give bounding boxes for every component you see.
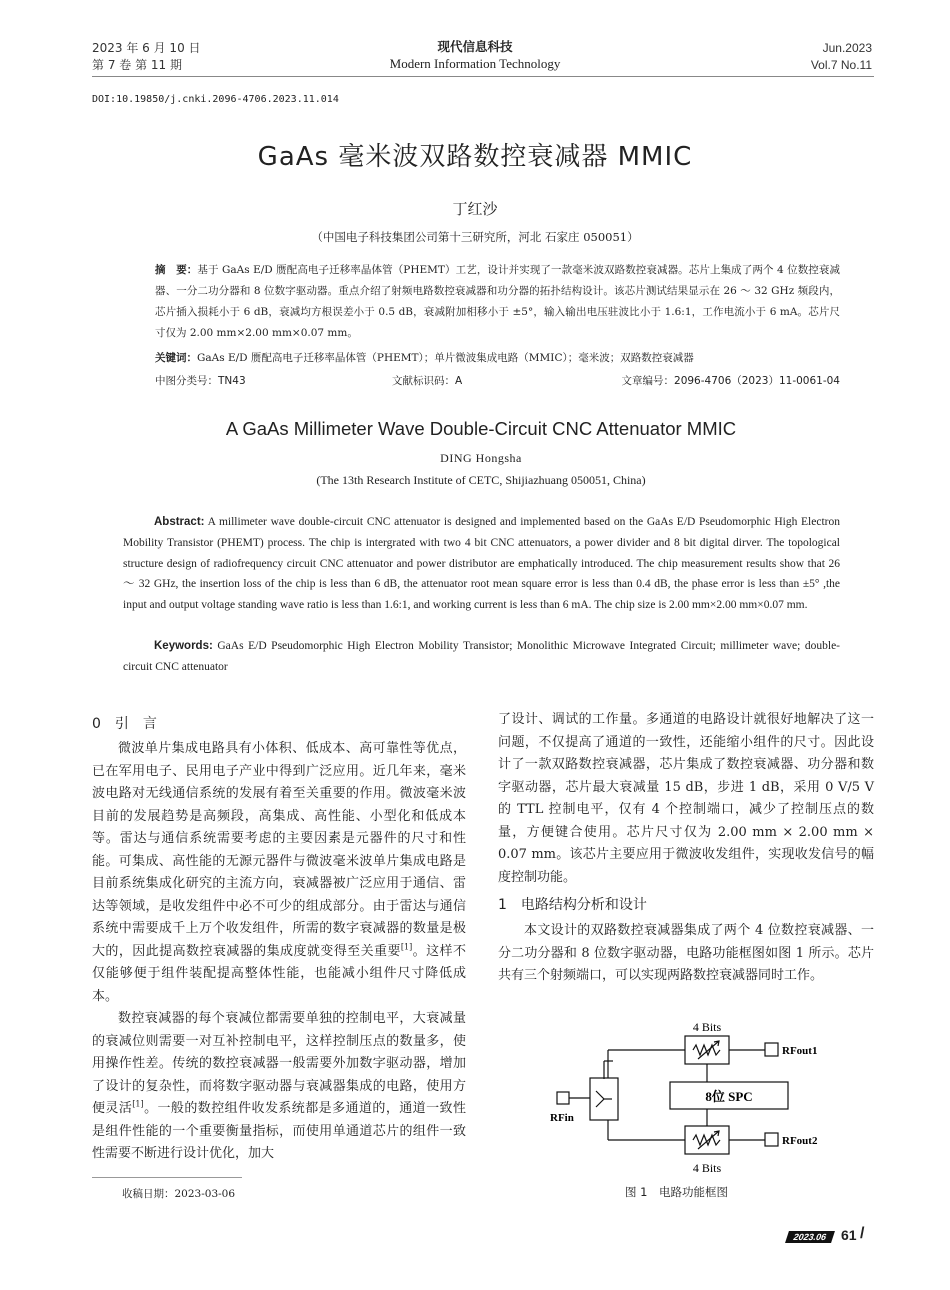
variable-arrow-icon (698, 1131, 719, 1149)
document-code: 文献标识码：A (392, 375, 463, 387)
keywords-en-text: GaAs E/D Pseudomorphic High Electron Mobility Transistor; Monolithic Microwave Integrated Circuit; millimeter wave; double-circuit CNC attenuator (123, 640, 840, 673)
clc-number: 中图分类号：TN43 (155, 375, 246, 387)
rfout1-port-icon (765, 1043, 778, 1056)
abstract-en (123, 512, 840, 616)
footnote-divider (92, 1177, 242, 1178)
issue-volume: 第 7 卷 第 11 期 (92, 58, 182, 72)
section-1-body (498, 920, 874, 988)
abstract-en-text: A millimeter wave double-circuit CNC attenuator is designed and implemented based on the GaAs E/D Pseudomorphic High Electron Mobility Transistor (PHEMT) process. The chip is intergrated with two 4 bit CNC attenuators, a power divider and 8 bit digital dirver. The topological structure design of radiofrequency circuit CNC attenuator and power distributor are emphatically introduced. The chip measurement results show that 26 ～ 32 GHz, the insertion loss of the chip is less than 6 dB, the attenuator root mean square error is less than 0.4 dB, the phase error is less than ±5° ,the input and output voltage standing wave ratio is less than 1.6:1, and working current is less than 6 mA. The chip size is 2.00 mm×2.00 mm×0.07 mm. (123, 516, 840, 612)
keywords-cn-text: GaAs E/D 赝配高电子迁移率晶体管（PHEMT）；单片微波集成电路（MMIC）；毫米波；双路数控衰减器 (197, 352, 694, 364)
abstract-cn-label: 摘 要： (155, 264, 198, 276)
figure-1-block-diagram (540, 1015, 840, 1180)
resistor-icon (693, 1045, 720, 1055)
rfout2-port-icon (765, 1133, 778, 1146)
received-date: 收稿日期：2023-03-06 (122, 1188, 236, 1200)
page-number: 61 (841, 1227, 857, 1243)
section-0-continuation: 了设计、调试的工作量。多通道的电路设计就很好地解决了这一问题，不仅提高了通道的一致性，还能缩小组件的尺寸。因此设计了一款双路数控衰减器，芯片集成了数控衰减器、功分器和数字驱动器，芯片最大衰减量 15 dB，步进 1 dB，采用 0 V/5 V 的 TTL 控制电平，仅有 4 个控制端口，减少了控制压点的数量，方便键合使用。芯片尺寸仅为 2.00 mm × 2.00 mm × 0.07 mm。该芯片主要应用于微波收发组件，实现收发信号的幅度控制功能。 (498, 712, 874, 885)
rfout1-label: RFout1 (782, 1045, 818, 1057)
header-divider (92, 76, 874, 77)
issue-volume-en: Vol.7 No.11 (810, 58, 872, 72)
issue-month-en: Jun.2023 (822, 41, 872, 55)
left-column (92, 738, 466, 1166)
page-slash-icon: / (860, 1225, 865, 1242)
rfin-label: RFin (550, 1112, 574, 1124)
abstract-cn-text: 基于 GaAs E/D 赝配高电子迁移率晶体管（PHEMT）工艺，设计并实现了一款毫米波双路数控衰减器。芯片上集成了两个 4 位数控衰减器、一分二功分器和 8 位数字驱动器。重点介绍了射频电路数控衰减器和功分器的拓扑结构设计。该芯片测试结果显示在 26 ～ 32 GHz 频段内，芯片插入损耗小于 6 dB，衰减均方根误差小于 0.5 dB，衰减附加相移小于 ±5°，输入输出电压驻波比小于 1.6:1，工作电流小于 6 mA。芯片尺寸仅为 2.00 mm×2.00 mm×0.07 mm。 (155, 264, 840, 339)
keywords-cn-label: 关键词： (155, 352, 197, 364)
keywords-cn (155, 349, 840, 367)
article-number: 文章编号：2096-4706（2023）11-0061-04 (621, 375, 840, 387)
keywords-en-label: Keywords: (154, 640, 213, 652)
keywords-en (123, 636, 840, 678)
issue-date: 2023 年 6 月 10 日 (92, 41, 201, 55)
journal-name-cn: 现代信息科技 (437, 39, 513, 54)
abstract-en-label: Abstract: (154, 516, 205, 528)
paper-title-cn: GaAs 毫米波双路数控衰减器 MMIC (257, 142, 693, 172)
header-volume-en (811, 40, 872, 74)
doi: DOI:10.19850/j.cnki.2096-4706.2023.11.014 (92, 94, 339, 105)
variable-arrow-icon (698, 1041, 719, 1059)
journal-name-en: Modern Information Technology (389, 56, 561, 71)
section-0-heading: 0 引 言 (92, 716, 157, 732)
rfout2-label: RFout2 (782, 1135, 818, 1147)
bottom-bits-label: 4 Bits (692, 1161, 722, 1175)
citation-ref[interactable]: [1] (132, 1099, 144, 1109)
rfin-port-icon (557, 1092, 569, 1104)
page-date-badge: 2023.06 (785, 1231, 835, 1243)
resistor-icon (693, 1135, 720, 1145)
attenuator-bottom (685, 1126, 729, 1154)
section-1-heading: 1 电路结构分析和设计 (498, 897, 647, 913)
affiliation-cn: （中国电子科技集团公司第十三研究所，河北 石家庄 050051） (311, 230, 639, 244)
author-cn: 丁红沙 (452, 200, 498, 218)
section-0-paragraph-2: 数控衰减器的每个衰减位都需要单独的控制电平，大衰减量的衰减位则需要一对互补控制电平，这样控制压点的数量多，使用操作性差。传统的数控衰减器一般需要外加数字驱动器，增加了设计的复杂性，而将数字驱动器与衰减器集成的电路，使用方便灵活[1]。一般的数控组件收发系统都是多通道的，通道一致性是组件性能的一个重要衡量指标，而使用单通道芯片的组件一致性需要不断进行设计优化，加大 (92, 1011, 466, 1161)
journal-name (0, 38, 950, 72)
attenuator-top (685, 1036, 729, 1064)
affiliation-en: (The 13th Research Institute of CETC, Shijiazhuang 050051, China) (316, 473, 646, 487)
author-en: DING Hongsha (440, 451, 522, 465)
abstract-cn (155, 260, 840, 344)
spc-label: 8位 SPC (705, 1089, 753, 1104)
right-column (498, 709, 874, 889)
section-1-paragraph-1: 本文设计的双路数控衰减器集成了两个 4 位数控衰减器、一分二功分器和 8 位数字驱动器，电路功能框图如图 1 所示。芯片共有三个射频端口，可以实现两路数控衰减器同时工作。 (498, 923, 874, 983)
figure-1-caption: 图 1 电路功能框图 (625, 1185, 728, 1199)
top-bits-label: 4 Bits (692, 1020, 722, 1034)
paper-title-en: A GaAs Millimeter Wave Double-Circuit CNC Attenuator MMIC (225, 418, 737, 439)
citation-ref[interactable]: [1] (400, 942, 413, 952)
section-0-paragraph-1: 微波单片集成电路具有小体积、低成本、高可靠性等优点，已在军用电子、民用电子产业中得到广泛应用。近几年来，毫米波电路对无线通信系统的发展有着至关重要的作用。微波毫米波目前的发展趋势是高频段，高集成、高性能、小型化和低成本等。雷达与通信系统需要考虑的主要因素是元器件的尺寸和性能。可集成、高性能的无源元器件与微波毫米波单片集成电路是目前系统集成化研究的主流方向，衰减器被广泛应用于通信、雷达等领域，是收发组件中必不可少的组成部分。由于雷达与通信系统中需要成千上万个收发组件，所需的数字衰减器的数量是极大的，因此提高数控衰减器的集成度就变得至关重要[1]。这样不仅能够便于组件装配提高整体性能，也能减小组件尺寸降低成本。 (92, 741, 466, 1004)
